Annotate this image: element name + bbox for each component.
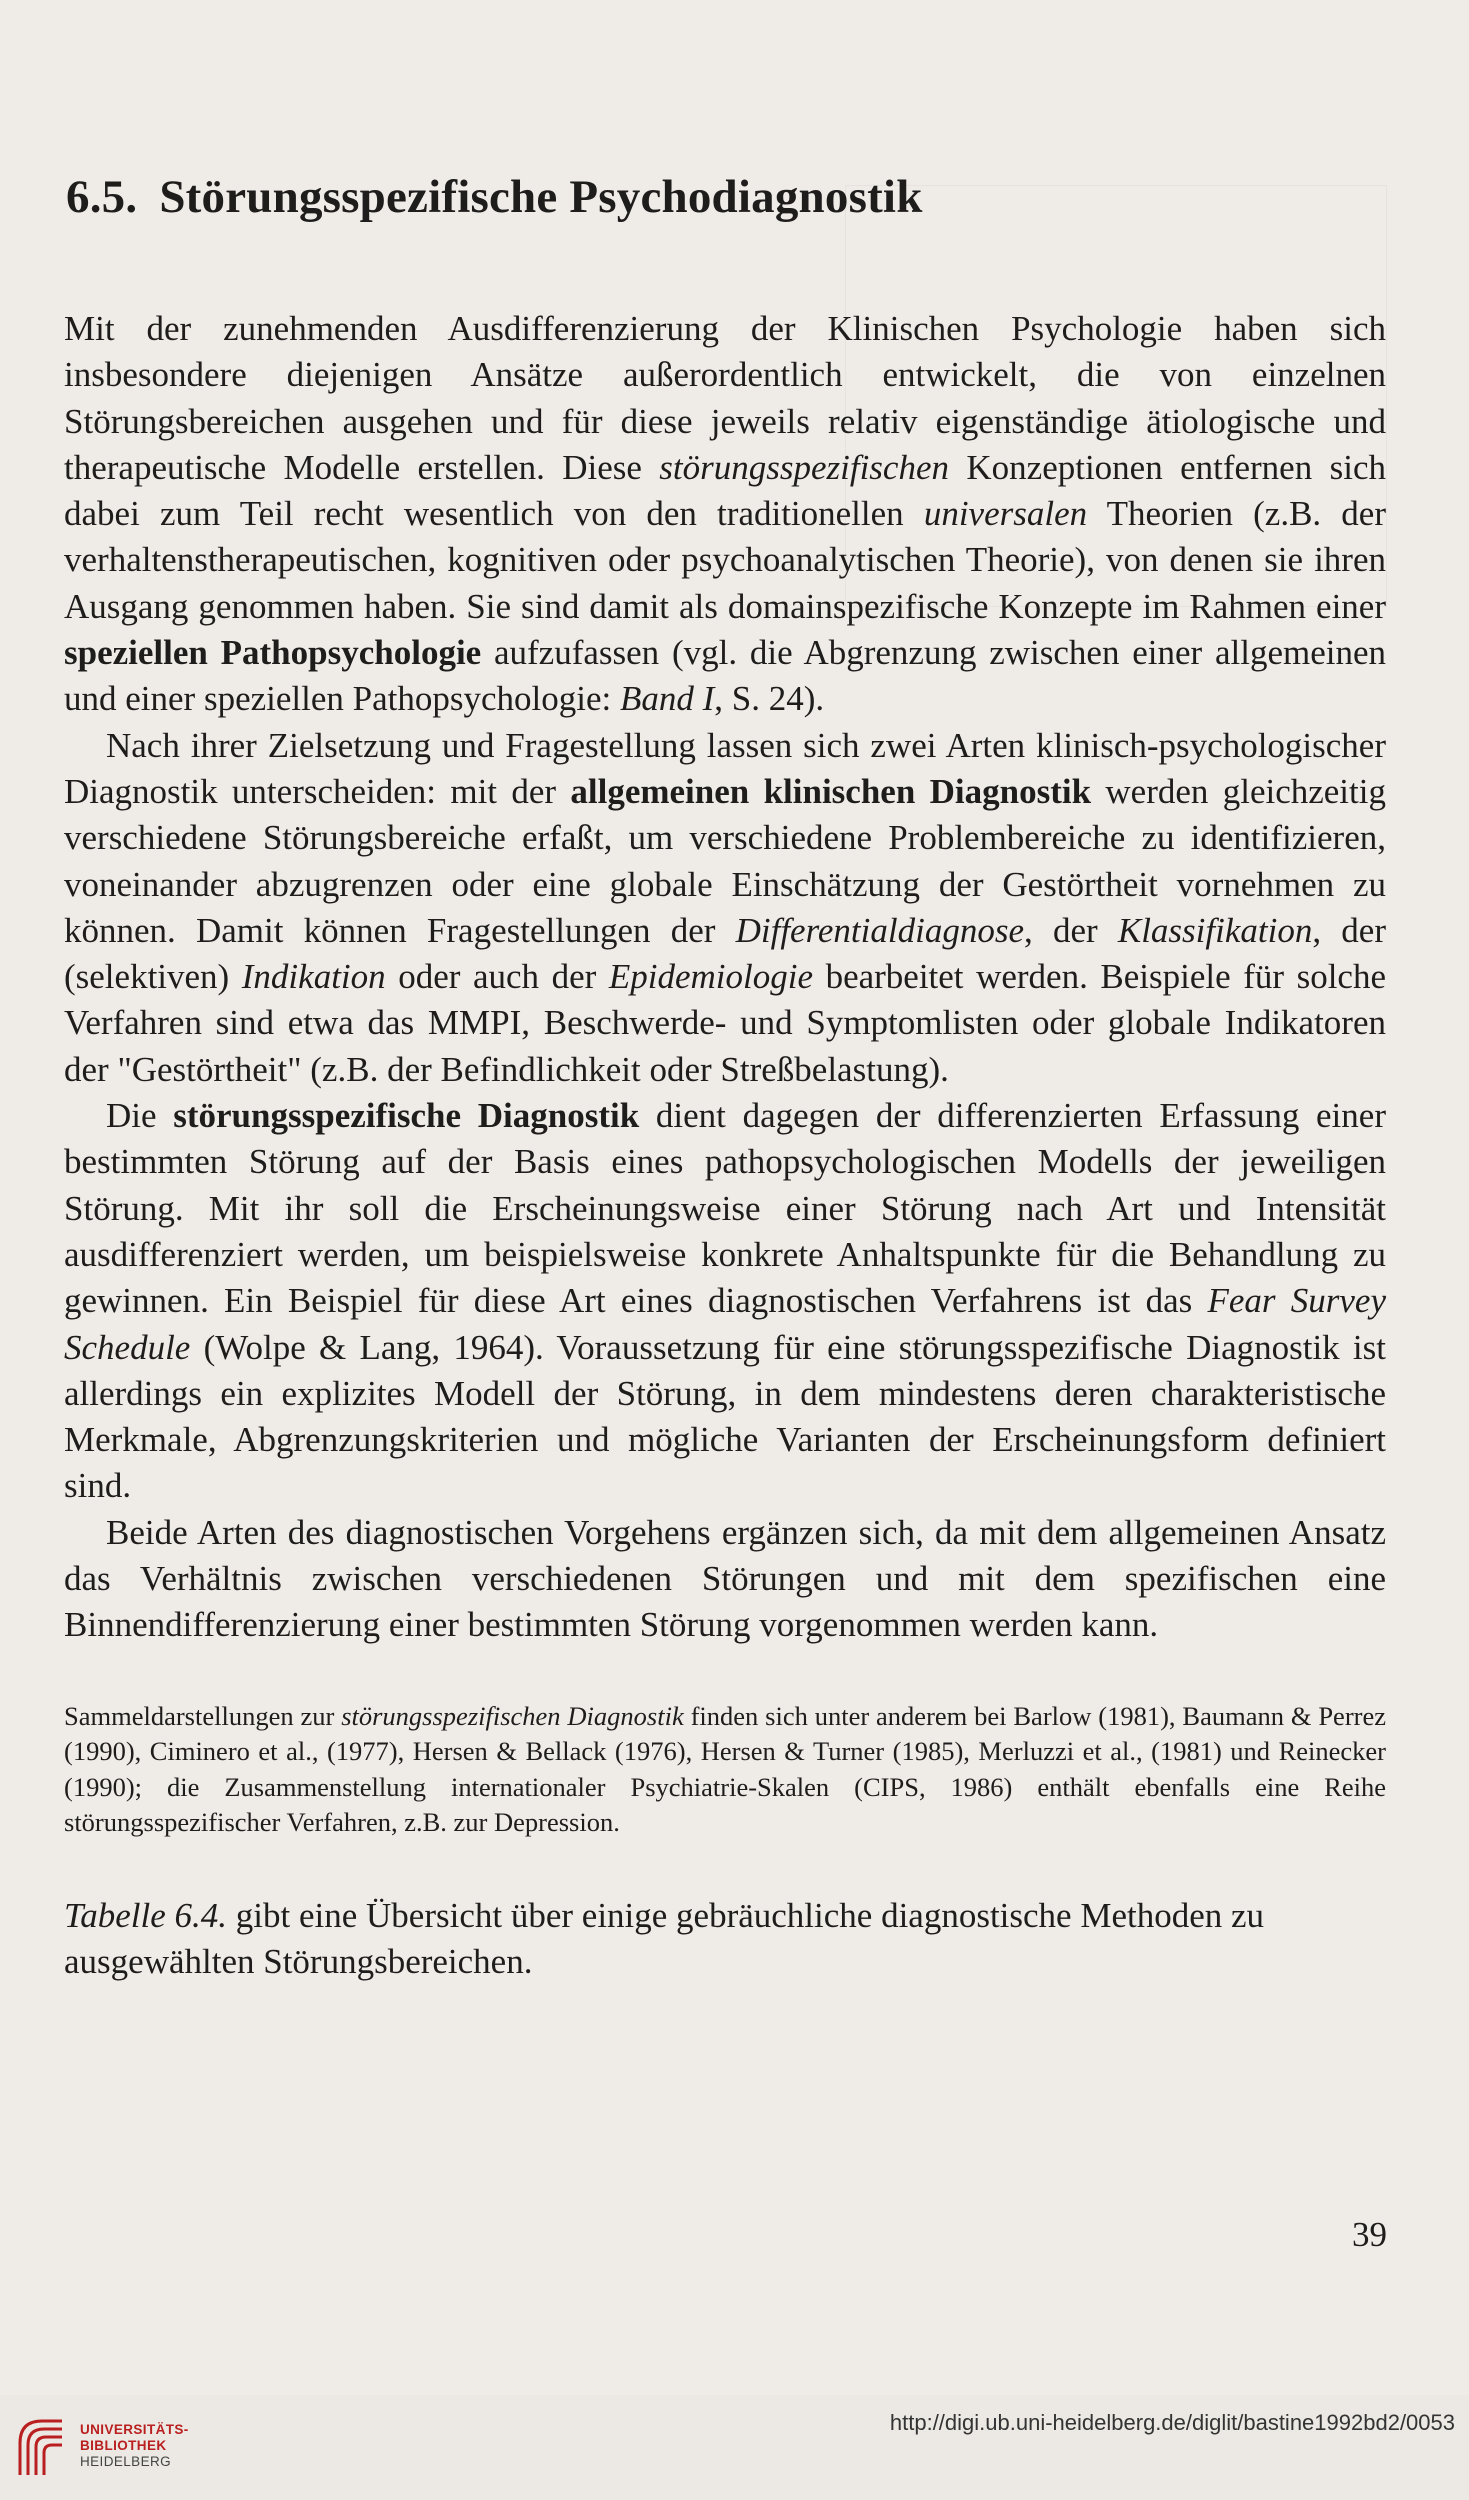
digitization-footer xyxy=(0,2395,1469,2500)
text-run: , der xyxy=(1024,910,1118,950)
text-run: , der (selektiven) xyxy=(64,910,1386,997)
italic-text: Band I xyxy=(619,679,715,719)
library-name-line: UNIVERSITÄTS- xyxy=(80,2422,189,2437)
text-run: aufzufassen (vgl. die Abgrenzung zwischen einer allgemeinen und einer speziellen Pathopsychologie: xyxy=(64,633,1387,719)
section-title: Störungsspezifische Psychodiagnostik xyxy=(159,171,923,223)
section-number: 6.5. xyxy=(66,171,138,223)
italic-text: Differentialdiagnose xyxy=(735,910,1024,950)
paragraph xyxy=(64,1093,1386,1510)
source-url[interactable]: http://digi.ub.uni-heidelberg.de/diglit/bastine1992bd2/0053 xyxy=(889,2410,1455,2435)
text-run: dient dagegen der differenzierten Erfassung einer bestimmten Störung auf der Basis eines pathopsychologischen Modells der jeweiligen Störung. Mit ihr soll die Erscheinungsweise einer Störung nach Art und Intensität ausdifferenziert werden, um beispielsweise konkrete Anhaltspunkte für die Behandlung zu gewinnen. Ein Beispiel für diese Art eines diagnostischen Verfahrens ist das xyxy=(64,1096,1386,1321)
body-text xyxy=(64,306,1386,1985)
page-number: 39 xyxy=(1352,2215,1387,2254)
text-run: (Wolpe & Lang, 1964). Voraussetzung für eine störungsspezifische Diagnostik ist allerdings ein explizites Modell der Störung, in dem mindestens deren charakteristische Merkmale, Abgrenzungskriterien und mögliche Varianten der Erscheinungsform definiert sind. xyxy=(64,1327,1386,1506)
library-name xyxy=(80,2422,189,2470)
italic-text: störungsspezifischen xyxy=(659,447,949,487)
italic-text: Indikation xyxy=(241,957,386,997)
text-run: Konzeptionen entfernen sich dabei zum Teil recht wesentlich von den traditionellen xyxy=(64,447,1386,534)
italic-text: Tabelle 6.4. xyxy=(64,1895,228,1935)
bold-text: speziellen Pathopsychologie xyxy=(64,633,482,673)
text-run: Beide Arten des diagnostischen Vorgehens ergänzen sich, da mit dem allgemeinen Ansatz das Verhältnis zwischen verschiedenen Störungen und mit dem spezifischen eine Binnendifferenzierung einer bestimmten Störung vorgenommen werden kann. xyxy=(64,1512,1386,1645)
text-run: werden gleichzeitig verschiedene Störungsbereiche erfaßt, um verschiedene Problembereiche zu identifizieren, voneinander abzugrenzen oder eine globale Einschätzung der Gestörtheit vornehmen zu können. Damit können Fragestellungen der xyxy=(64,771,1386,950)
italic-text: Fear Survey Schedule xyxy=(64,1281,1386,1367)
text-run: Die xyxy=(106,1096,174,1136)
text-run: gibt eine Übersicht über einige gebräuchliche diagnostische Methoden zu ausgewählten Störungsbereichen. xyxy=(64,1895,1265,1981)
italic-text: Epidemiologie xyxy=(608,957,813,997)
text-run: finden sich unter anderem bei Barlow (1981), Baumann & Perrez (1990), Ciminero et al., (1977), Hersen & Bellack (1976), Hersen & Turner (1985), Merluzzi et al., (1981) und Reinecker (1990); die Zusammenstellung internationaler Psychiatrie-Skalen (CIPS, 1986) enthält ebenfalls eine Reihe störungsspezifischer Verfahren, z.B. zur Depression. xyxy=(64,1700,1386,1838)
text-run: bearbeitet werden. Beispiele für solche Verfahren sind etwa das MMPI, Beschwerde- und Symptomlisten oder globale Indikatoren der "Gestörtheit" (z.B. der Befindlichkeit oder Streßbelastung). xyxy=(64,957,1387,1089)
paragraph xyxy=(64,1510,1386,1649)
bold-text: störungsspezifische Diagnostik xyxy=(173,1096,640,1136)
text-run: Theorien (z.B. der verhaltenstherapeutischen, kognitiven oder psychoanalytischen Theorie), von denen sie ihren Ausgang genommen haben. Sie sind damit als domainspezifische Konzepte im Rahmen einer xyxy=(64,494,1387,626)
text-run: Nach ihrer Zielsetzung und Fragestellung lassen sich zwei Arten klinisch-psychologischer Diagnostik unterscheiden: mit der xyxy=(64,725,1386,811)
library-name-line: BIBLIOTHEK xyxy=(80,2438,167,2453)
text-run: Mit der zunehmenden Ausdifferenzierung der Klinischen Psychologie haben sich insbesondere diejenigen Ansätze außerordentlich entwickelt, die von einzelnen Störungsbereichen ausgehen und für diese jeweils relativ eigenständige ätiologische und therapeutische Modelle erstellen. Diese xyxy=(64,309,1386,487)
italic-text: Klassifikation xyxy=(1117,910,1313,950)
italic-text: störungsspezifischen Diagnostik xyxy=(341,1700,684,1731)
text-run: oder auch der xyxy=(385,957,609,997)
paragraph xyxy=(64,723,1386,1093)
text-run: , S. 24). xyxy=(714,679,825,719)
section-heading xyxy=(66,170,1406,224)
literature-note xyxy=(64,1699,1386,1841)
library-name-line: HEIDELBERG xyxy=(80,2454,172,2469)
italic-text: universalen xyxy=(923,494,1088,534)
table-reference-paragraph xyxy=(64,1893,1386,1986)
heidelberg-library-logo-icon xyxy=(16,2413,66,2479)
bold-text: allgemeinen klinischen Diagnostik xyxy=(570,771,1092,811)
text-run: Sammeldarstellungen zur xyxy=(64,1700,342,1731)
paragraph xyxy=(64,306,1386,723)
